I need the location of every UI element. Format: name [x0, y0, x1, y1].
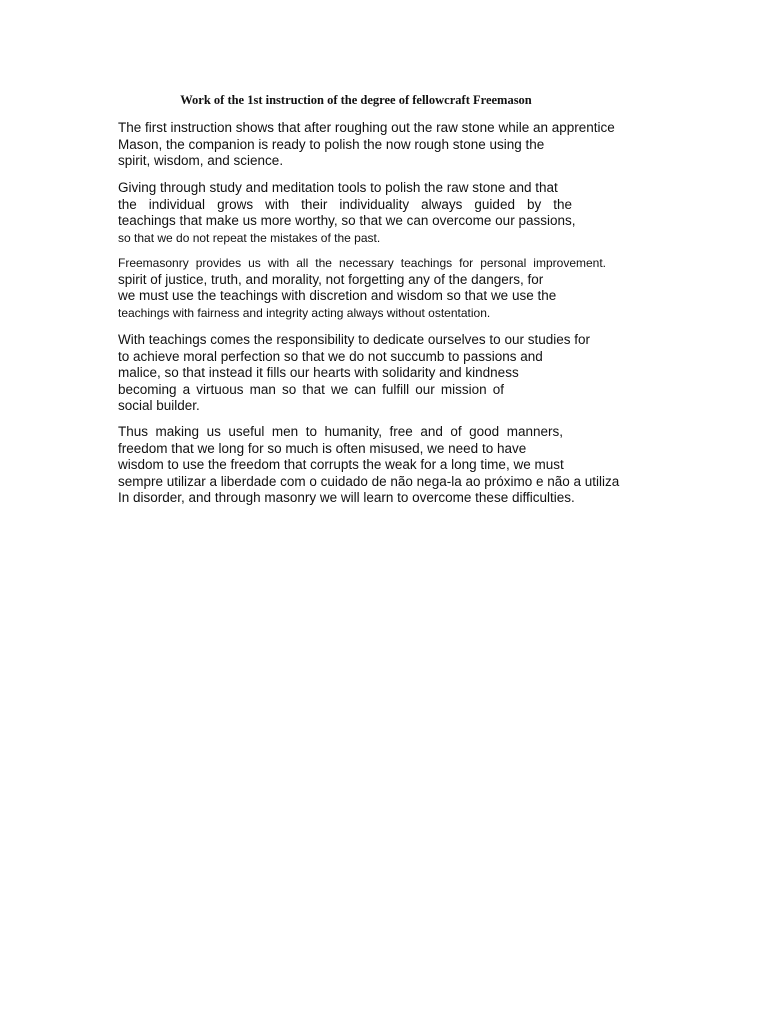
- paragraph-3: [118, 255, 606, 321]
- paragraph-line: The first instruction shows that after roughing out the raw stone while an apprentice: [118, 120, 615, 135]
- paragraph-line: becoming a virtuous man so that we can fulfill our mission of: [118, 381, 504, 397]
- paragraph-line: social builder.: [118, 398, 200, 414]
- paragraph-line: malice, so that instead it fills our hearts with solidarity and kindness: [118, 365, 519, 381]
- document-title: Work of the 1st instruction of the degree of fellowcraft Freemason: [180, 93, 532, 107]
- paragraph-line: so that we do not repeat the mistakes of the past.: [118, 230, 381, 245]
- paragraph-line: to achieve moral perfection so that we do not succumb to passions and: [118, 348, 543, 364]
- paragraph-line: Giving through study and meditation tools to polish the raw stone and that: [118, 180, 558, 195]
- paragraph-line: teachings with fairness and integrity acting always without ostentation.: [118, 305, 491, 320]
- paragraph-line: the individual grows with their individuality always guided by the: [118, 196, 572, 212]
- paragraph-line: Thus making us useful men to humanity, free and of good manners,: [118, 424, 563, 439]
- paragraph-line: sempre utilizar a liberdade com o cuidado de não nega-la ao próximo e não a utiliza: [118, 473, 620, 489]
- paragraph-line: teachings that make us more worthy, so that we can overcome our passions,: [118, 213, 576, 229]
- paragraph-line: spirit of justice, truth, and morality, not forgetting any of the dangers, for: [118, 271, 544, 287]
- paragraph-line: freedom that we long for so much is often misused, we need to have: [118, 440, 527, 456]
- paragraph-4: [118, 332, 590, 415]
- paragraph-5: [118, 424, 618, 507]
- paragraph-line: wisdom to use the freedom that corrupts the weak for a long time, we must: [118, 457, 564, 473]
- paragraph-1: [118, 120, 615, 170]
- paragraph-line: Freemasonry provides us with all the necessary teachings for personal improvement.: [118, 256, 606, 270]
- paragraph-line: Mason, the companion is ready to polish the now rough stone using the: [118, 136, 545, 152]
- paragraph-line: In disorder, and through masonry we will learn to overcome these difficulties.: [118, 490, 575, 506]
- paragraph-line: spirit, wisdom, and science.: [118, 153, 284, 169]
- paragraph-line: With teachings comes the responsibility to dedicate ourselves to our studies for: [118, 332, 590, 347]
- paragraph-line: we must use the teachings with discretion and wisdom so that we use the: [118, 288, 557, 304]
- paragraph-2: [118, 180, 576, 246]
